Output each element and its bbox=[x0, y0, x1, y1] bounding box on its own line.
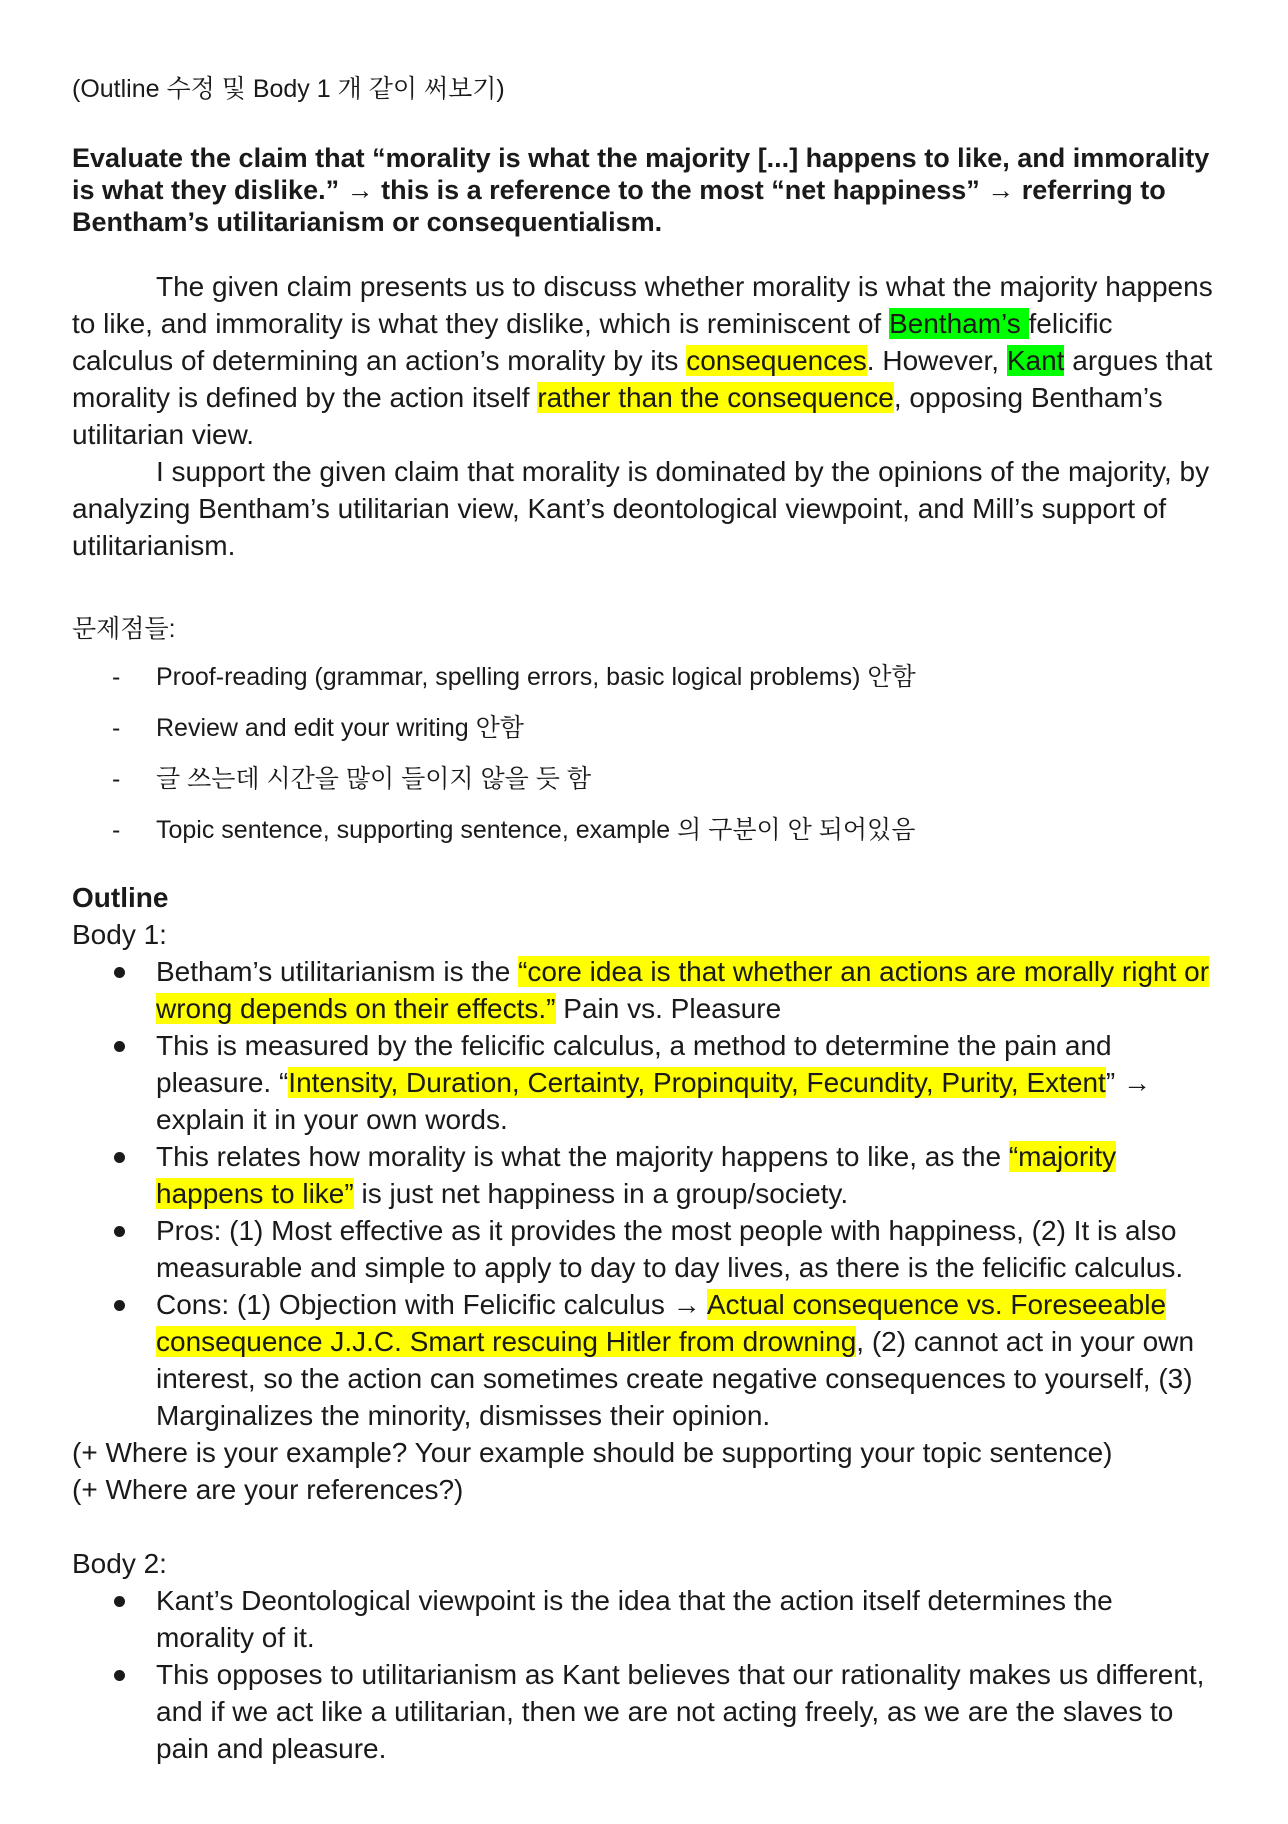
list-item: - Proof-reading (grammar, spelling errors, basic logical problems) 안함 bbox=[72, 660, 1216, 694]
outline-title: Outline bbox=[72, 882, 169, 913]
intro-paragraph-2: I support the given claim that morality is dominated by the opinions of the majority, by analyzing Bentham’s utilitarian view, Kant’s deontological viewpoint, and Mill’s support of utilitarianism. bbox=[72, 456, 1210, 561]
essay-question: Evaluate the claim that “morality is what the majority [...] happens to like, and immorality is what they dislike.” → this is a reference to the most “net happiness” → referring to Bentham’s utilitarianism or consequentialism. bbox=[72, 143, 1210, 237]
body-1-label: Body 1: bbox=[72, 919, 167, 950]
highlight-core-idea: “core idea is that whether an actions are morally right or wrong depends on their effects.” bbox=[156, 956, 1210, 1024]
list-item: This relates how morality is what the majority happens to like, as the “majority happens to like” is just net happiness in a group/society. bbox=[72, 1138, 1216, 1212]
header-note: (Outline 수정 및 Body 1 개 같이 써보기) bbox=[72, 75, 505, 103]
list-item: Cons: (1) Objection with Felicific calculus → Actual consequence vs. Foreseeable consequence J.J.C. Smart rescuing Hitler from drowning, (2) cannot act in your own interest, so the action can sometimes create negative consequences to yourself, (3) Marginalizes the minority, dismisses their opinion. bbox=[72, 1286, 1216, 1434]
remark-references: (+ Where are your references?) bbox=[72, 1474, 464, 1505]
bullet-icon bbox=[114, 1226, 125, 1237]
bullet-icon bbox=[114, 967, 125, 978]
highlight-actual-vs-foreseeable: Actual consequence vs. Foreseeable consequence J.J.C. Smart rescuing Hitler from drowning bbox=[156, 1289, 1167, 1357]
list-item: This opposes to utilitarianism as Kant believes that our rationality makes us different, and if we act like a utilitarian, then we are not acting freely, as we are the slaves to pain and pleasure. bbox=[72, 1656, 1216, 1767]
highlight-calculus-factors: Intensity, Duration, Certainty, Propinquity, Fecundity, Purity, Extent bbox=[288, 1067, 1106, 1098]
list-item: Pros: (1) Most effective as it provides the most people with happiness, (2) It is also measurable and simple to apply to day to day lives, as there is the felicific calculus. bbox=[72, 1212, 1216, 1286]
intro-paragraph-1: The given claim presents us to discuss whether morality is what the majority happens to like, and immorality is what they dislike, which is reminiscent of Bentham’s felicific calculus of determining an action’s morality by its consequences. However, Kant argues that morality is defined by the action itself rather than the consequence, opposing Bentham’s utilitarian view. bbox=[72, 271, 1213, 450]
body-2-bullets bbox=[72, 1582, 1216, 1767]
dash-marker: - bbox=[112, 765, 121, 793]
problems-list bbox=[72, 660, 1216, 847]
bullet-icon bbox=[114, 1300, 125, 1311]
dash-marker: - bbox=[112, 663, 121, 691]
bullet-icon bbox=[114, 1596, 125, 1607]
list-item: Kant’s Deontological viewpoint is the idea that the action itself determines the morality of it. bbox=[72, 1582, 1216, 1656]
highlight-consequences: consequences bbox=[686, 345, 867, 376]
highlight-majority-likes: “majority happens to like” bbox=[156, 1141, 1117, 1209]
highlight-kant: Kant bbox=[1006, 345, 1065, 376]
list-item: This is measured by the felicific calculus, a method to determine the pain and pleasure. “Intensity, Duration, Certainty, Propinquity, Fecundity, Purity, Extent” → explain it in your own words. bbox=[72, 1027, 1216, 1138]
list-item: - 글 쓰는데 시간을 많이 들이지 않을 듯 함 bbox=[72, 762, 1216, 796]
list-item: - Review and edit your writing 안함 bbox=[72, 711, 1216, 745]
bullet-icon bbox=[114, 1152, 125, 1163]
highlight-rather-than-consequence: rather than the consequence bbox=[537, 382, 894, 413]
bullet-icon bbox=[114, 1041, 125, 1052]
bullet-icon bbox=[114, 1670, 125, 1681]
dash-marker: - bbox=[112, 714, 121, 742]
highlight-bentham: Bentham’s bbox=[888, 308, 1029, 339]
problems-title: 문제점들: bbox=[72, 615, 176, 643]
body-1-bullets bbox=[72, 953, 1216, 1434]
dash-marker: - bbox=[112, 816, 121, 844]
remark-example: (+ Where is your example? Your example should be supporting your topic sentence) bbox=[72, 1437, 1113, 1468]
list-item: Betham’s utilitarianism is the “core idea is that whether an actions are morally right or wrong depends on their effects.” Pain vs. Pleasure bbox=[72, 953, 1216, 1027]
body-2-label: Body 2: bbox=[72, 1548, 167, 1579]
list-item: - Topic sentence, supporting sentence, example 의 구분이 안 되어있음 bbox=[72, 813, 1216, 847]
